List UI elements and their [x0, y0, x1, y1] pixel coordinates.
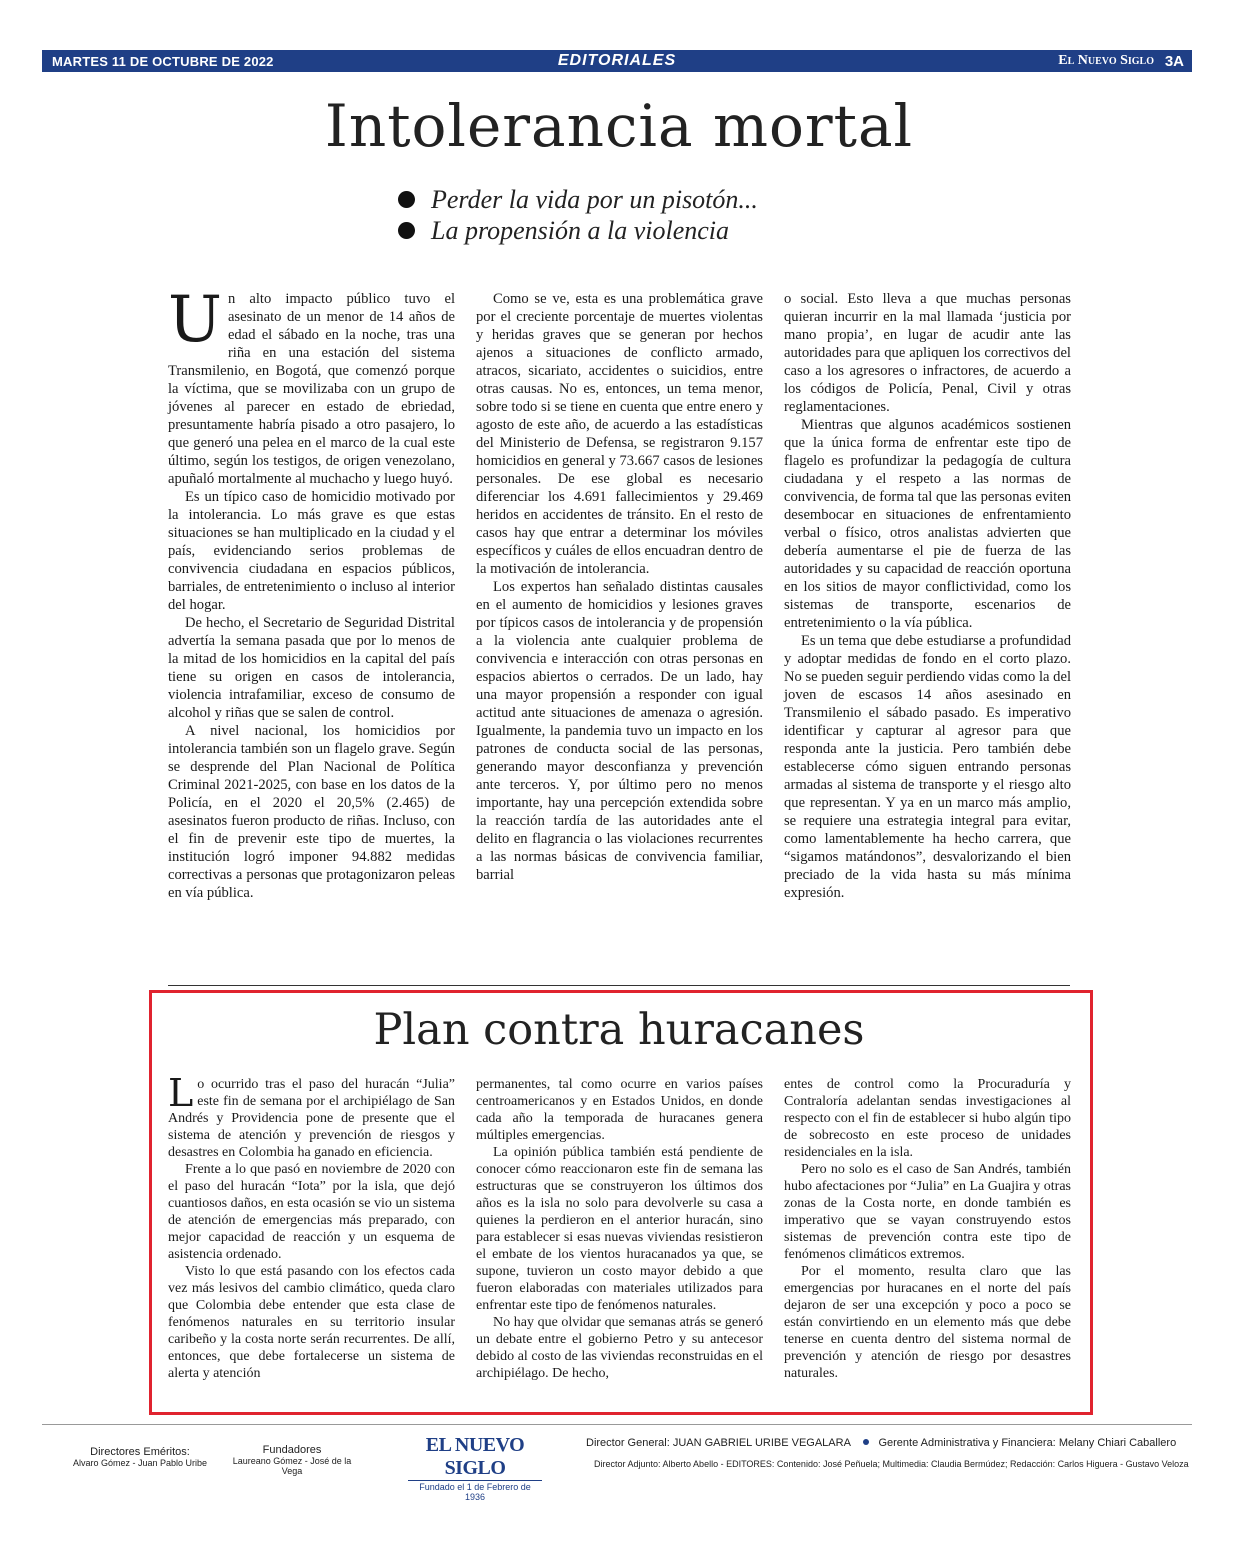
- editorial1-column-1: [168, 283, 455, 902]
- subtitle-item: [398, 184, 758, 215]
- header-section: EDITORIALES: [557, 52, 677, 69]
- editorial2-column-1: [168, 1071, 455, 1382]
- editorial2-column-2: [476, 1076, 763, 1382]
- paragraph: De hecho, el Secretario de Seguridad Distrital advertía la semana pasada que por lo menos de la mitad de los homicidios en la capital del país tiene su origen en casos de intolerancia, violencia intrafamiliar, exceso de consumo de alcohol y riñas que se salen de control.: [168, 615, 455, 721]
- founded-date: Fundado el 1 de Febrero de 1936: [408, 1480, 542, 1502]
- bullet-icon: [863, 1439, 869, 1445]
- header-brand: El Nuevo Siglo: [1058, 53, 1154, 68]
- fundadores-names: Laureano Gómez - José de la Vega: [232, 1456, 352, 1476]
- header-date: MARTES 11 DE OCTUBRE DE 2022: [52, 53, 274, 69]
- newspaper-logo: EL NUEVO SIGLO: [425, 1434, 525, 1479]
- paragraph: permanentes, tal como ocurre en varios países centroamericanos y en Estados Unidos, en donde cada año la temporada de huracanes genera múltiples emergencias.: [476, 1077, 763, 1143]
- director-general-label: Director General:: [586, 1437, 670, 1449]
- gerente-name: Melany Chiari Caballero: [1058, 1437, 1177, 1449]
- paragraph: entes de control como la Procuraduría y Contraloría adelantan sendas investigaciones al respecto con el fin de establecer si hubo algún tipo de sobrecosto en este proceso de unidades residenciales en la isla.: [784, 1077, 1071, 1160]
- paragraph: A nivel nacional, los homicidios por intolerancia también son un flagelo grave. Según se desprende del Plan Nacional de Política Criminal 2021-2025, con base en los datos de la Policía, en el 2020 el 20,5% (2.465) de asesinatos fueron producto de riñas. Incluso, con el fin de prevenir este tipo de muertes, la institución logró imponer 94.882 medidas correctivas a personas que protagonizaron peleas en vía pública.: [168, 723, 455, 901]
- paragraph: [168, 283, 455, 488]
- paragraph-text: o ocurrido tras el paso del huracán “Julia” este fin de semana por el archipiélago de San Andrés y Providencia pone de presente que el sistema de atención y prevención de riesgos y desastres en Colombia ha ganado en eficiencia.: [168, 1077, 455, 1160]
- editorial-subtitles: [398, 184, 758, 246]
- footer-logo: [400, 1434, 550, 1502]
- footer-fundadores: [222, 1444, 362, 1476]
- paragraph: Como se ve, esta es una problemática grave por el creciente porcentaje de muertes violentas y heridas graves que se generan por hechos ajenos a situaciones de conflicto armado, atracos, sicariato, accidentes o suicidios, entre otras causas. No es, entonces, un tema menor, sobre todo si se tiene en cuenta que entre enero y agosto de este año, de acuerdo a las estadísticas del Ministerio de Defensa, se registraron 9.157 homicidios en general y 73.667 casos de lesiones personales. De ese global es necesario diferenciar los 4.691 fallecimientos y 29.469 heridos en accidentes de tránsito. En el resto de casos hay que entrar a determinar los móviles específicos y cuáles de ellos encuadran dentro de la motivación de intolerancia.: [476, 291, 763, 577]
- footer-management: [586, 1437, 1186, 1449]
- paragraph: Pero no solo es el caso de San Andrés, también hubo afectaciones por “Julia” en La Guajira y otras zonas de la Costa norte, en donde también es imperativo que se vayan construyendo estos sistemas de prevención contra este tipo de fenómenos climáticos extremos.: [784, 1162, 1071, 1262]
- drop-cap: L: [168, 1071, 194, 1115]
- subtitle-text: La propensión a la violencia: [431, 216, 730, 245]
- editorial1-column-3: [784, 290, 1071, 902]
- editorial-title-huracanes: Plan contra huracanes: [373, 1005, 865, 1055]
- paragraph: [168, 1071, 455, 1161]
- paragraph: Por el momento, resulta claro que las emergencias por huracanes en el norte del país dejaron de ser una excepción y poco a poco se están convirtiendo en un elemento más que debe tenerse en cuenta dentro del sistema normal de prevención y atención de riesgo por desastres naturales.: [784, 1264, 1071, 1381]
- page-header-bar: [42, 50, 1192, 72]
- header-page-number: 3A: [1164, 52, 1184, 70]
- paragraph: Frente a lo que pasó en noviembre de 2020 con el paso del huracán “Iota” por la isla, que dejó cuantiosos daños, en esta ocasión se vio un sistema de atención de emergencias más preparado, con mejor capacidad de reacción y un esquema de asistencia ordenado.: [168, 1162, 455, 1262]
- fundadores-label: Fundadores: [262, 1444, 322, 1456]
- paragraph: Es un tema que debe estudiarse a profundidad y adoptar medidas de fondo en el corto plazo. No se pueden seguir perdiendo vidas como la del joven de escasos 14 años asesinado en Transmilenio el sábado pasado. Es imperativo identificar y capturar al agresor para que responda ante la justicia. Pero también debe establecerse cómo siguen entrando personas armadas al sistema de transporte y el riesgo alto que representan. Y ya en un marco más amplio, se requiere una estrategia integral para evitar, como lamentablemente ha hecho carrera, que “sigamos matándonos”, desvalorizando el bien preciado de la vida hasta su más mínima expresión.: [784, 633, 1071, 901]
- director-general-name: JUAN GABRIEL URIBE VEGALARA: [672, 1437, 851, 1449]
- editorial-title-intolerancia: Intolerancia mortal: [324, 92, 914, 160]
- gerente-label: Gerente Administrativa y Financiera:: [878, 1437, 1056, 1449]
- paragraph: Visto lo que está pasando con los efectos cada vez más lesivos del cambio climático, queda claro que Colombia debe entender que esta clase de fenómenos naturales en su territorio insular caribeño y la costa norte serán recurrentes. De allí, entonces, que debe fortalecerse un sistema de alerta y atención: [168, 1264, 455, 1381]
- paragraph: Los expertos han señalado distintas causales en el aumento de homicidios y lesiones graves por típicos casos de intolerancia y de propensión a la violencia ante cualquier problema de convivencia e interacción con otras personas en espacios abiertos o cerrados. De un lado, hay una mayor propensión a responder con igual actitud ante situaciones de amenaza o agresión. Igualmente, la pandemia tuvo un impacto en los patrones de conducta social de las personas, generando mayor desconfianza y prevención ante terceros. Y, por último pero no menos importante, hay una percepción extendida sobre la reacción tardía de las autoridades ante el delito en flagrancia o las violaciones recurrentes a las normas básicas de convivencia familiar, barrial: [476, 579, 763, 883]
- footer-directores: [70, 1446, 210, 1468]
- footer-staff: Director Adjunto: Alberto Abello - EDITORES: Contenido: José Peñuela; Multimedia: Claudia Bermúdez; Redacción: Carlos Higuera - Gustavo Veloza: [594, 1459, 1189, 1469]
- paragraph: Mientras que algunos académicos sostienen que la única forma de enfrentar este tipo de flagelo es profundizar la pedagogía de cultura ciudadana y el respeto a las normas de convivencia, de forma tal que las personas eviten desembocar en situaciones de enfrentamiento verbal o físico, otros analistas advierten que debería aumentarse el pie de fuerza de las autoridades y su capacidad de reacción oportuna en los sitios de mayor conflictividad, como los sistemas de transporte, escenarios de entretenimiento o la vía pública.: [784, 417, 1071, 631]
- bullet-icon: [398, 191, 415, 208]
- bullet-icon: [398, 222, 415, 239]
- editorial1-column-2: [476, 290, 763, 884]
- editorial2-column-3: [784, 1076, 1071, 1382]
- directores-names: Alvaro Gómez - Juan Pablo Uribe: [72, 1458, 208, 1468]
- paragraph: o social. Esto lleva a que muchas personas quieran incurrir en la mal llamada ‘justicia por mano propia’, en lugar de acudir ante las autoridades para que apliquen los correctivos del caso a los agresores o infractores, de acuerdo a los códigos de Policía, Penal, Civil y otras reglamentaciones.: [784, 291, 1071, 415]
- drop-cap: U: [168, 283, 222, 357]
- paragraph-text: n alto impacto público tuvo el asesinato de un menor de 14 años de edad el sábado en la noche, tras una riña en una estación del sistema Transmilenio, en Bogotá, que comenzó porque la víctima, que se movilizaba con un grupo de jóvenes al parecer en estado de ebriedad, presuntamente habría pisado a otro pasajero, lo que generó una pelea en el marco de la cual este último, según los testigos, de origen venezolano, apuñaló mortalmente al muchacho y luego huyó.: [168, 291, 455, 487]
- paragraph: Es un típico caso de homicidio motivado por la intolerancia. Lo más grave es que estas situaciones se han multiplicado en la ciudad y el país, evidenciando serios problemas de convivencia ciudadana en espacios públicos, barriales, de entretenimiento o incluso al interior del hogar.: [168, 489, 455, 613]
- subtitle-text: Perder la vida por un pisotón...: [431, 185, 758, 214]
- subtitle-item: [398, 215, 758, 246]
- section-divider: [168, 985, 1070, 986]
- footer-divider: [42, 1424, 1192, 1425]
- directores-label: Directores Eméritos:: [90, 1446, 190, 1458]
- paragraph: No hay que olvidar que semanas atrás se generó un debate entre el gobierno Petro y su antecesor debido al costo de las viviendas reconstruidas en el archipiélago. De hecho,: [476, 1315, 763, 1381]
- paragraph: La opinión pública también está pendiente de conocer cómo reaccionaron este fin de semana las estructuras que se construyeron los últimos dos años es la isla no solo para devolverle su casa a quienes la perdieron en el anterior huracán, sino para establecer si esas nuevas viviendas resistieron el embate de los vientos huracanados ya que, se supone, tuvieron un costo mayor debido a que fueron elaboradas con materiales utilizados para enfrentar este tipo de fenómenos naturales.: [476, 1145, 763, 1313]
